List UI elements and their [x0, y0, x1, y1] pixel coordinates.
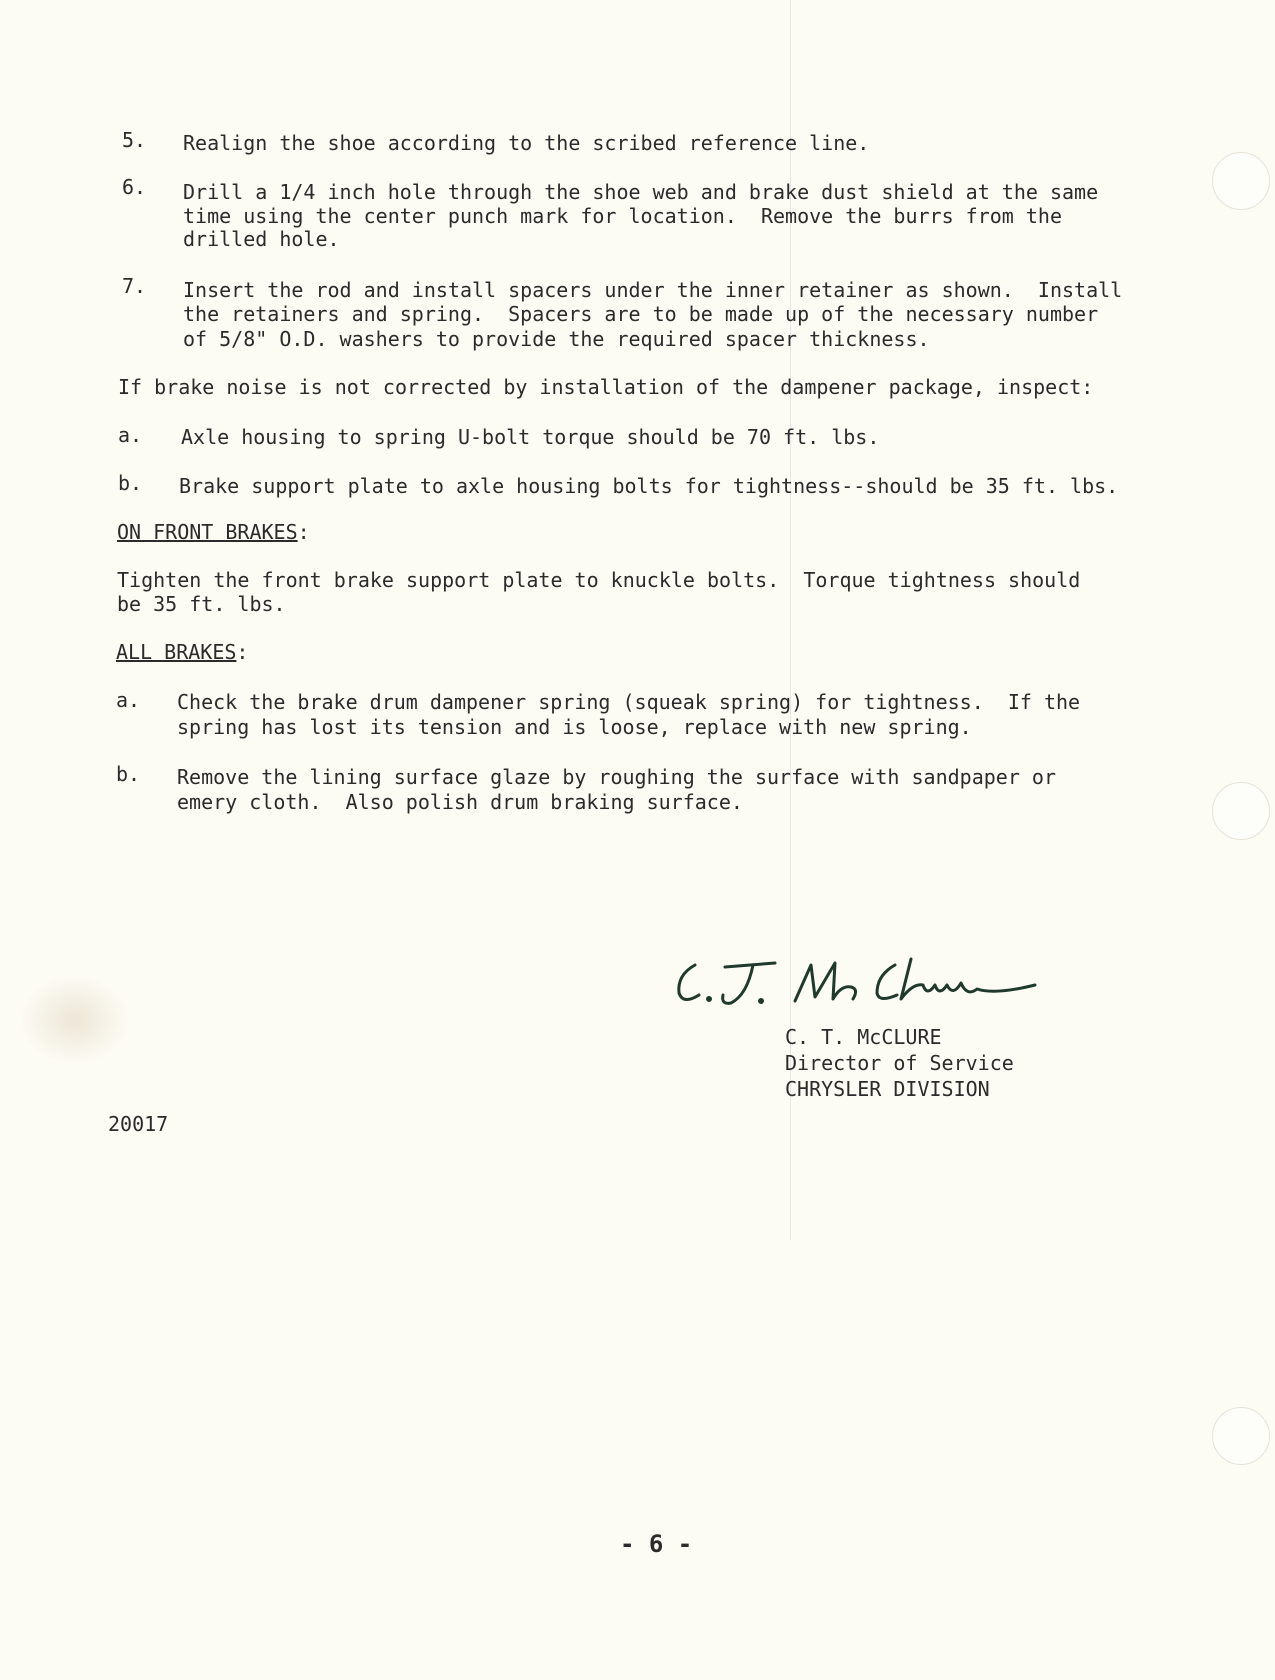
step-text: of 5/8" O.D. washers to provide the required spacer thickness. [183, 327, 930, 351]
signer-title: Director of Service [785, 1051, 1014, 1075]
step-text: Drill a 1/4 inch hole through the shoe web and brake dust shield at the same [183, 180, 1099, 204]
section-heading-all: ALL BRAKES: [116, 640, 249, 664]
heading-label: ON FRONT BRAKES [117, 520, 298, 544]
front-text: be 35 ft. lbs. [117, 592, 286, 616]
step-number: 6. [122, 175, 147, 199]
signer-name: C. T. McCLURE [785, 1025, 942, 1049]
step-text: drilled hole. [183, 227, 340, 251]
handwritten-signature [665, 945, 1065, 1015]
step-number: 7. [122, 274, 147, 298]
step-text: Realign the shoe according to the scribed reference line. [183, 131, 870, 155]
all-text: spring has lost its tension and is loose, replace with new spring. [177, 715, 972, 739]
section-heading-front: ON FRONT BRAKES: [117, 520, 310, 544]
step-text: the retainers and spring. Spacers are to be made up of the necessary number [183, 302, 1099, 326]
step-text: time using the center punch mark for location. Remove the burrs from the [183, 204, 1062, 228]
step-number: 5. [122, 128, 147, 152]
front-text: Tighten the front brake support plate to knuckle bolts. Torque tightness should [117, 568, 1081, 592]
page-number: - 6 - [620, 1530, 693, 1558]
inspect-text: Axle housing to spring U-bolt torque should be 70 ft. lbs. [181, 425, 880, 449]
all-letter: a. [116, 688, 141, 712]
inspect-letter: a. [118, 423, 143, 447]
punch-hole [1212, 782, 1270, 840]
paper-stain [20, 975, 130, 1065]
punch-hole [1212, 152, 1270, 210]
all-text: Remove the lining surface glaze by roughing the surface with sandpaper or [177, 765, 1056, 789]
document-code: 20017 [108, 1112, 169, 1136]
all-text: emery cloth. Also polish drum braking surface. [177, 790, 743, 814]
heading-label: ALL BRAKES [116, 640, 237, 664]
punch-hole [1212, 1407, 1270, 1465]
inspect-letter: b. [118, 471, 143, 495]
signer-division: CHRYSLER DIVISION [785, 1077, 990, 1101]
all-text: Check the brake drum dampener spring (squeak spring) for tightness. If the [177, 690, 1081, 714]
all-letter: b. [116, 762, 141, 786]
signature-block [785, 1024, 1014, 1102]
inspect-text: Brake support plate to axle housing bolts for tightness--should be 35 ft. lbs. [179, 474, 1119, 498]
step-text: Insert the rod and install spacers under the inner retainer as shown. Install [183, 278, 1123, 302]
inspect-intro: If brake noise is not corrected by installation of the dampener package, inspect: [118, 375, 1094, 399]
